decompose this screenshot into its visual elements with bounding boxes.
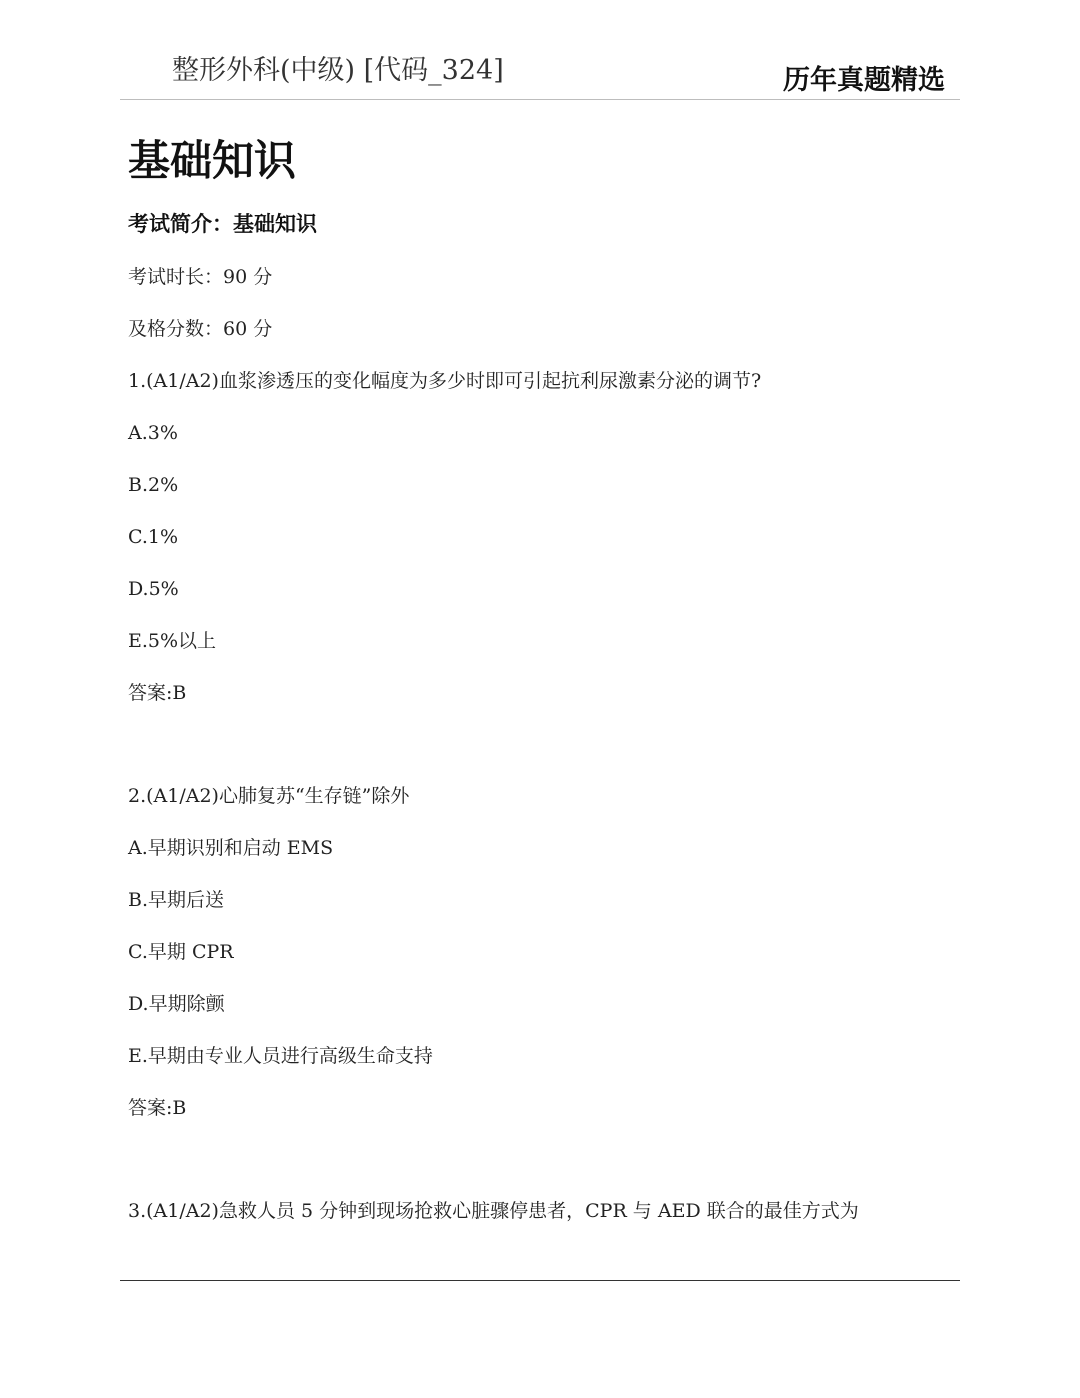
question-1-option-e: E.5%以上 xyxy=(128,630,217,652)
question-1-option-d: D.5% xyxy=(128,578,179,600)
question-2-option-d: D.早期除颤 xyxy=(128,993,225,1015)
header-collection-title: 历年真题精选 xyxy=(783,65,945,96)
exam-intro-heading: 考试简介：基础知识 xyxy=(128,212,317,236)
question-2-option-a: A.早期识别和启动 EMS xyxy=(128,837,334,859)
question-1-stem: 1.(A1/A2)血浆渗透压的变化幅度为多少时即可引起抗利尿激素分泌的调节? xyxy=(128,370,762,392)
footer-divider xyxy=(120,1280,960,1281)
question-2-option-c: C.早期 CPR xyxy=(128,941,234,963)
question-1-option-b: B.2% xyxy=(128,474,179,496)
exam-pass-score: 及格分数：60 分 xyxy=(128,318,273,340)
question-1-answer: 答案:B xyxy=(128,682,187,704)
question-2-option-b: B.早期后送 xyxy=(128,889,225,911)
header-divider xyxy=(120,99,960,100)
question-2-stem: 2.(A1/A2)心肺复苏“生存链”除外 xyxy=(128,785,410,807)
question-2-answer: 答案:B xyxy=(128,1097,187,1119)
question-1-option-a: A.3% xyxy=(128,422,178,444)
question-3-stem: 3.(A1/A2)急救人员 5 分钟到现场抢救心脏骤停患者，CPR 与 AED 联合的最佳方式为 xyxy=(128,1200,859,1222)
page-title: 基础知识 xyxy=(128,136,297,185)
exam-duration: 考试时长：90 分 xyxy=(128,266,273,288)
header-course-code: 整形外科(中级) [代码_324] xyxy=(172,55,504,86)
question-2-option-e: E.早期由专业人员进行高级生命支持 xyxy=(128,1045,433,1067)
question-1-option-c: C.1% xyxy=(128,526,179,548)
